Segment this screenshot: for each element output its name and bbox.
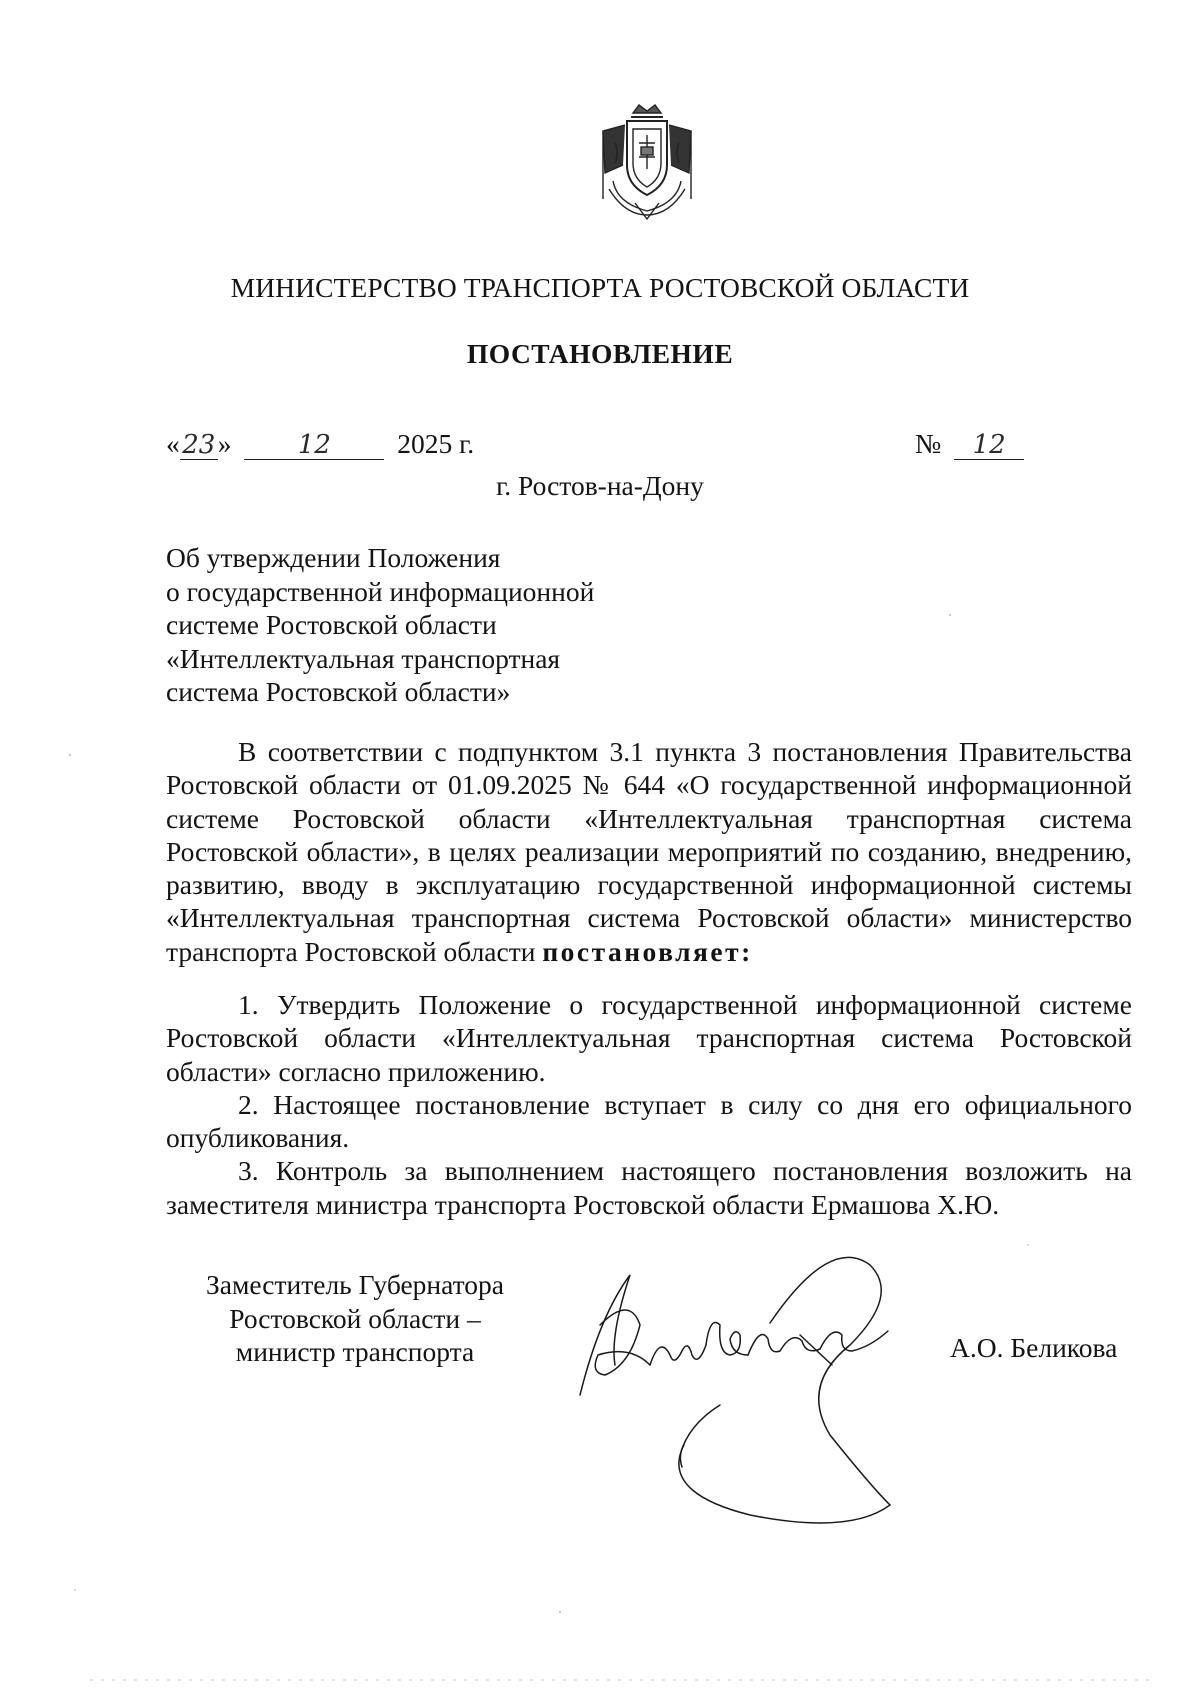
subject-line: о государственной информационной bbox=[166, 575, 595, 607]
number-label: № bbox=[915, 428, 942, 459]
signer-position-line: Ростовской области – bbox=[229, 1302, 481, 1334]
date-close-quote: » bbox=[217, 428, 232, 459]
signer-position-line: Заместитель Губернатора bbox=[206, 1269, 504, 1300]
subject-line: Об утверждении Положения bbox=[166, 542, 501, 573]
ministry-name: МИНИСТЕРСТВО ТРАНСПОРТА РОСТОВСКОЙ ОБЛАСТИ bbox=[230, 272, 970, 303]
signer-position-line: министр транспорта bbox=[235, 1336, 475, 1367]
resolution-item: 1. Утвердить Положение о государственной информационной системе Ростовской области «Интеллектуальная транспортная система Ростовской области» согласно приложению. bbox=[166, 989, 1132, 1087]
document-title: ПОСТАНОВЛЕНИЕ bbox=[466, 338, 734, 369]
number-value: 12 bbox=[954, 431, 1024, 460]
date-day: 23 bbox=[180, 431, 218, 460]
subject-line: «Интеллектуальная транспортная bbox=[166, 642, 561, 674]
subject-line: системе Ростовской области bbox=[166, 609, 497, 640]
date-open-quote: « bbox=[166, 428, 180, 459]
preamble-text: В соответствии с подпунктом 3.1 пункта 3 постановления Правительства Ростовской области от 01.09.2025 № 644 «О государственной информационной системе Ростовской области «Интеллектуальная транспортная система Ростовской области», в целях реализации мероприятий по созданию, внедрению, развитию, вводу в эксплуатацию государственной информационной системы «Интеллектуальная транспортная система Ростовской области» министерство транспорта Ростовской области bbox=[166, 736, 1132, 967]
resolution-item: 3. Контроль за выполнением настоящего постановления возложить на заместителя министра транспорта Ростовской области Ермашова Х.Ю. bbox=[166, 1155, 1132, 1220]
resolution-verb: постановляет: bbox=[542, 935, 753, 967]
signer-name: А.О. Беликова bbox=[950, 1332, 1118, 1363]
resolution-item: 2. Настоящее постановление вступает в силу со дня его официального опубликования. bbox=[166, 1088, 1132, 1154]
date-year: 2025 г. bbox=[397, 428, 475, 459]
subject-line: система Ростовской области» bbox=[166, 676, 511, 707]
city: г. Ростов-на-Дону bbox=[496, 470, 704, 501]
date-month: 12 bbox=[244, 431, 384, 460]
